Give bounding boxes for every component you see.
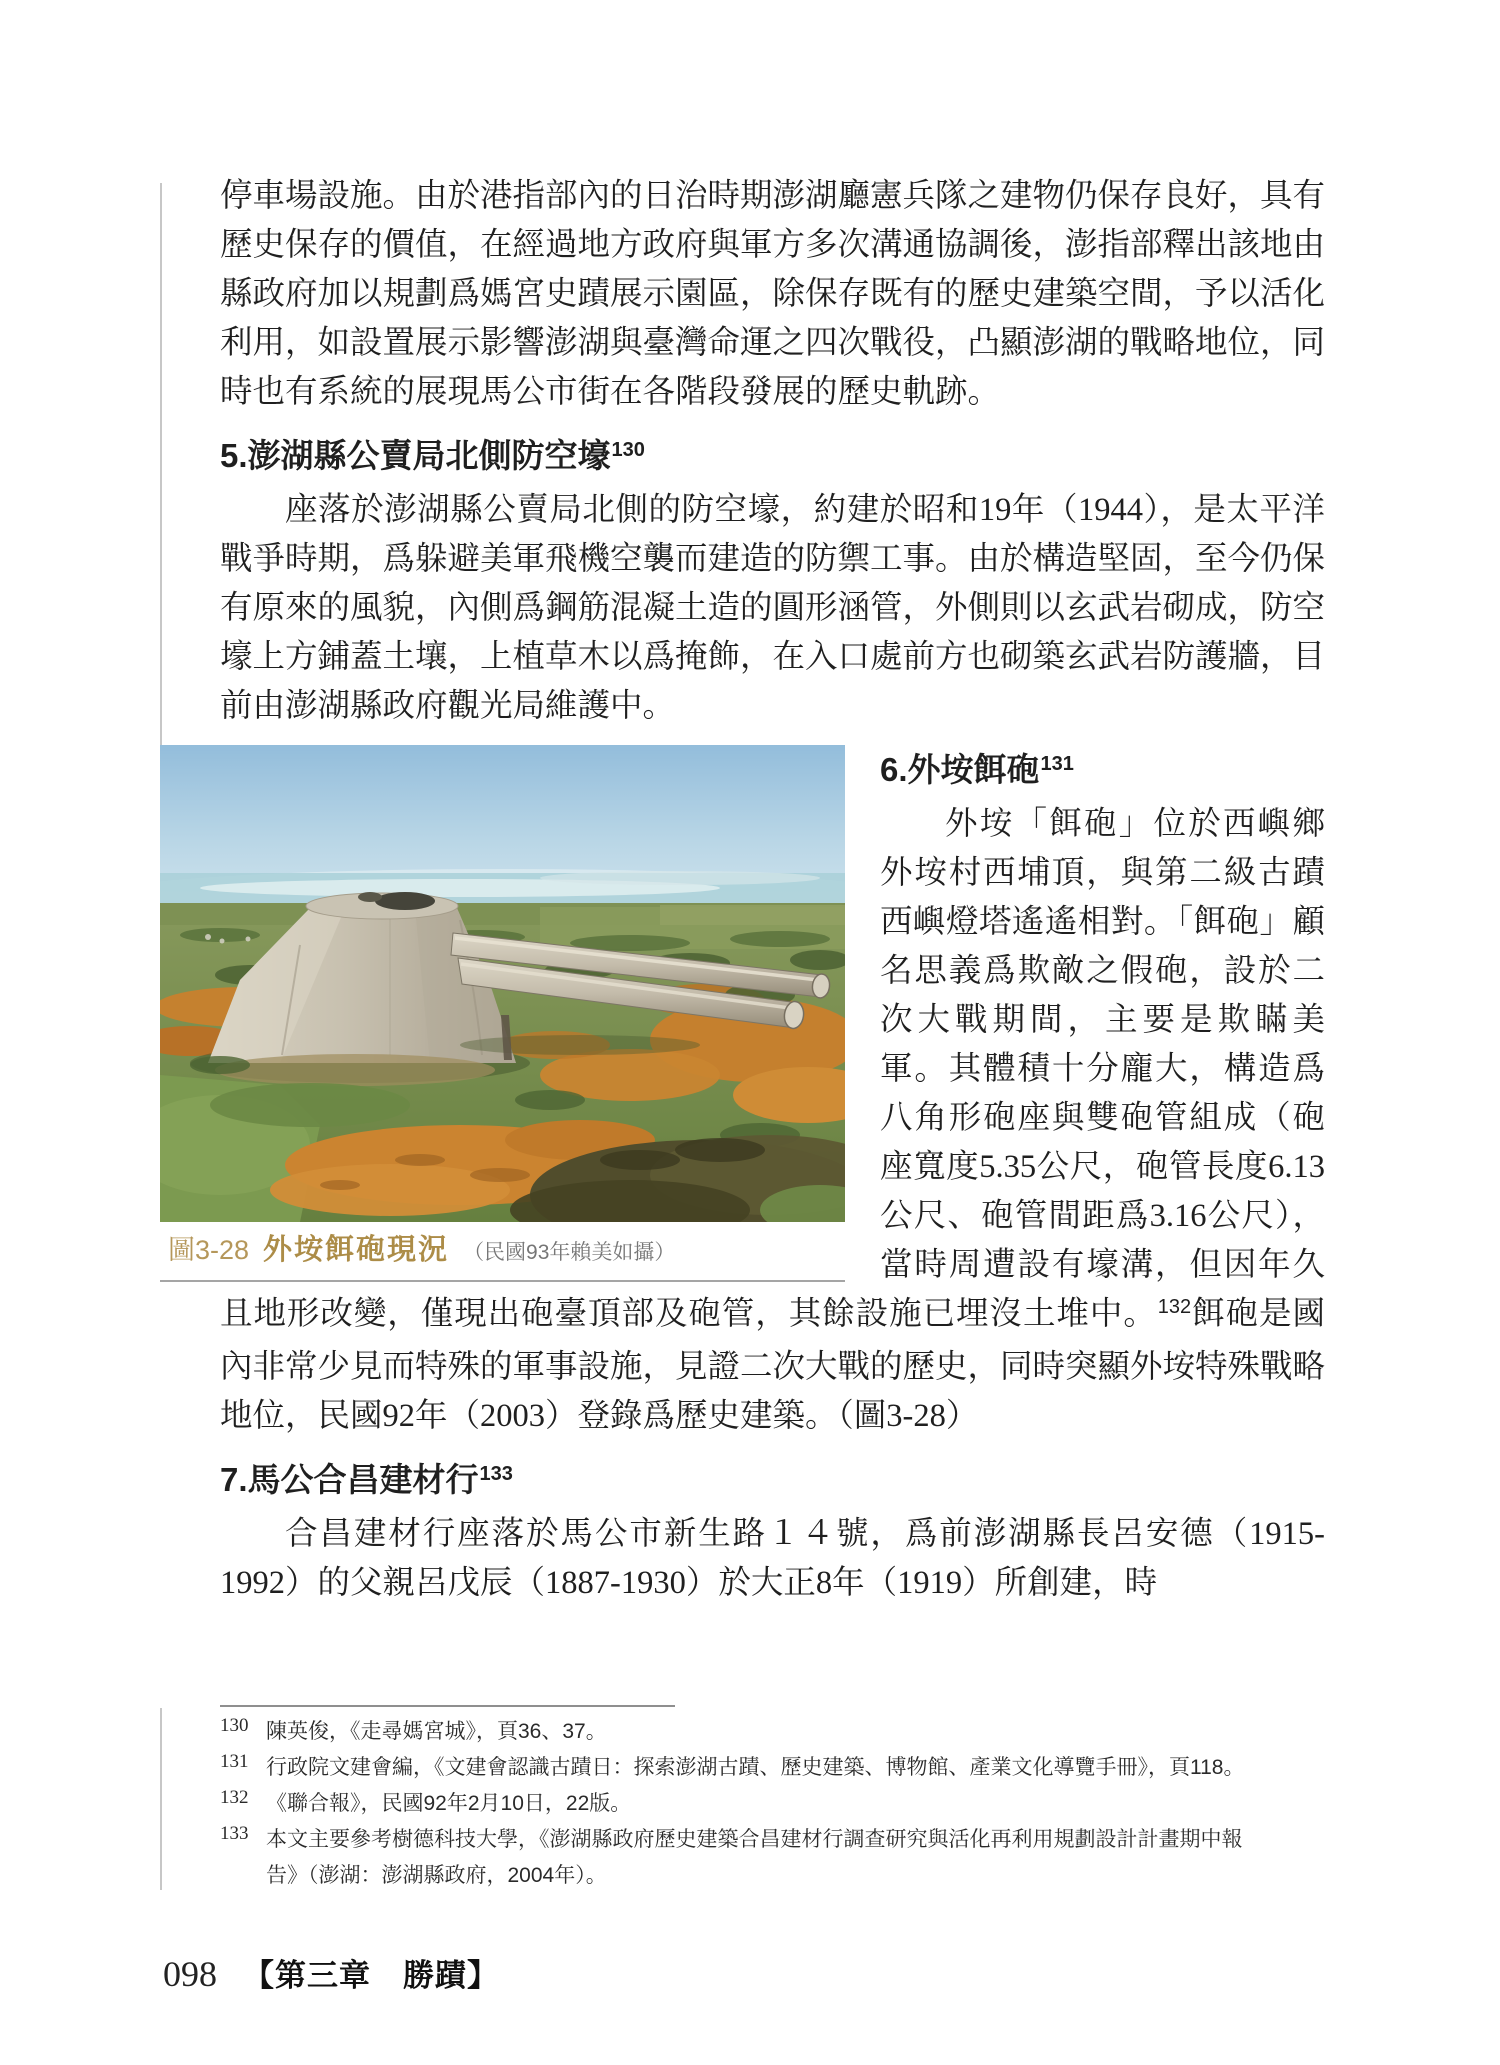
photo-sky xyxy=(160,745,845,921)
page-number: 098 xyxy=(163,1954,217,1994)
figure-title: 外垵餌砲現況 xyxy=(263,1234,450,1266)
footnote-ref-133: 133 xyxy=(479,1463,513,1485)
footnote-131 xyxy=(220,1750,1265,1786)
footnote-number: 132 xyxy=(220,1787,249,1808)
figure-3-28-block xyxy=(160,745,845,1282)
section-5-title: 5.澎湖縣公賣局北側防空壕 xyxy=(220,437,611,474)
figure-credit: （民國93年賴美如攝） xyxy=(463,1241,676,1264)
footnote-text: 行政院文建會編，《文建會認識古蹟日：探索澎湖古蹟、歷史建築、博物館、產業文化導覽手冊》，頁118。 xyxy=(266,1756,1245,1779)
figure-divider-line xyxy=(160,1280,845,1282)
footnote-number: 131 xyxy=(220,1751,249,1772)
section-7-heading xyxy=(220,1455,1325,1510)
footnote-130 xyxy=(220,1714,1265,1750)
figure-photo-decoy-gun xyxy=(160,745,845,1222)
main-text-column xyxy=(168,172,1326,1608)
section-5-heading xyxy=(220,431,1325,486)
paragraph-continued: 停車場設施。由於港指部內的日治時期澎湖廳憲兵隊之建物仍保存良好，具有歷史保存的價值，在經過地方政府與軍方多次溝通協調後，澎指部釋出該地由縣政府加以規劃爲媽宮史蹟展示園區，除保存既有的歷史建築空間，予以活化利用，如設置展示影響澎湖與臺灣命運之四次戰役，凸顯澎湖的戰略地位，同時也有系統的展現馬公市街在各階段發展的歷史軌跡。 xyxy=(220,178,1326,410)
figure-caption xyxy=(168,1232,845,1271)
figure-label: 圖3-28 xyxy=(168,1235,250,1265)
footnote-text: 《聯合報》，民國92年2月10日，22版。 xyxy=(266,1792,632,1815)
section-6-text-part2: 餌砲是國內非常少見而特殊的軍事設施，見證二次大戰的歷史，同時突顯外垵特殊戰略地位，民國92年（2003）登錄爲歷史建築。（圖3-28） xyxy=(220,1296,1326,1434)
footnote-ref-131: 131 xyxy=(1040,753,1074,775)
section-7-paragraph: 合昌建材行座落於馬公市新生路１４號，爲前澎湖縣長呂安德（1915-1992）的父親呂戊辰（1887-1930）於大正8年（1919）所創建，時 xyxy=(220,1516,1325,1601)
section-7-title: 7.馬公合昌建材行 xyxy=(220,1461,479,1498)
section-5-paragraph: 座落於澎湖縣公賣局北側的防空壕，約建於昭和19年（1944），是太平洋戰爭時期，爲躲避美軍飛機空襲而建造的防禦工事。由於構造堅固，至今仍保有原來的風貌，內側爲鋼筋混凝土造的圓形涵管，外側則以玄武岩砌成，防空壕上方鋪蓋土壤，上植草木以爲掩飾，在入口處前方也砌築玄武岩防護牆，目前由澎湖縣政府觀光局維護中。 xyxy=(220,492,1326,724)
footnote-number: 130 xyxy=(220,1715,249,1736)
section-6-text-part1: 外垵「餌砲」位於西嶼鄉外垵村西埔頂，與第二級古蹟西嶼燈塔遙遙相對。「餌砲」顧名思義爲欺敵之假砲，設於二次大戰期間，主要是欺瞞美軍。其體積十分龐大，構造爲八角形砲座與雙砲管組成（砲座寬度5.35公尺，砲管長度6.13公尺、砲管間距爲3.16公尺），當時周遭設有壕溝，但因年久且地形改變，僅現出砲臺頂部及砲管，其餘設施已埋沒土堆中。 xyxy=(220,806,1325,1332)
footnote-ref-130: 130 xyxy=(611,439,645,461)
section-6-title: 6.外垵餌砲 xyxy=(880,751,1040,788)
footnote-132 xyxy=(220,1786,1265,1822)
footnote-text: 陳英俊，《走尋媽宮城》，頁36、37。 xyxy=(266,1720,607,1743)
footnote-separator-line xyxy=(220,1705,675,1707)
chapter-title: 【第三章 勝蹟】 xyxy=(243,1958,499,1993)
footnote-text: 本文主要參考樹德科技大學，《澎湖縣政府歷史建築合昌建材行調查研究與活化再利用規劃設計計畫期中報告》（澎湖：澎湖縣政府，2004年）。 xyxy=(266,1828,1243,1887)
footnote-133 xyxy=(220,1822,1265,1894)
footnote-ref-132: 132 xyxy=(1157,1296,1192,1318)
left-margin-rule xyxy=(160,183,162,749)
footnotes-list xyxy=(220,1714,1265,1894)
page-footer xyxy=(163,1950,499,1995)
footnote-number: 133 xyxy=(220,1823,249,1844)
footnote-margin-rule xyxy=(160,1708,162,1890)
